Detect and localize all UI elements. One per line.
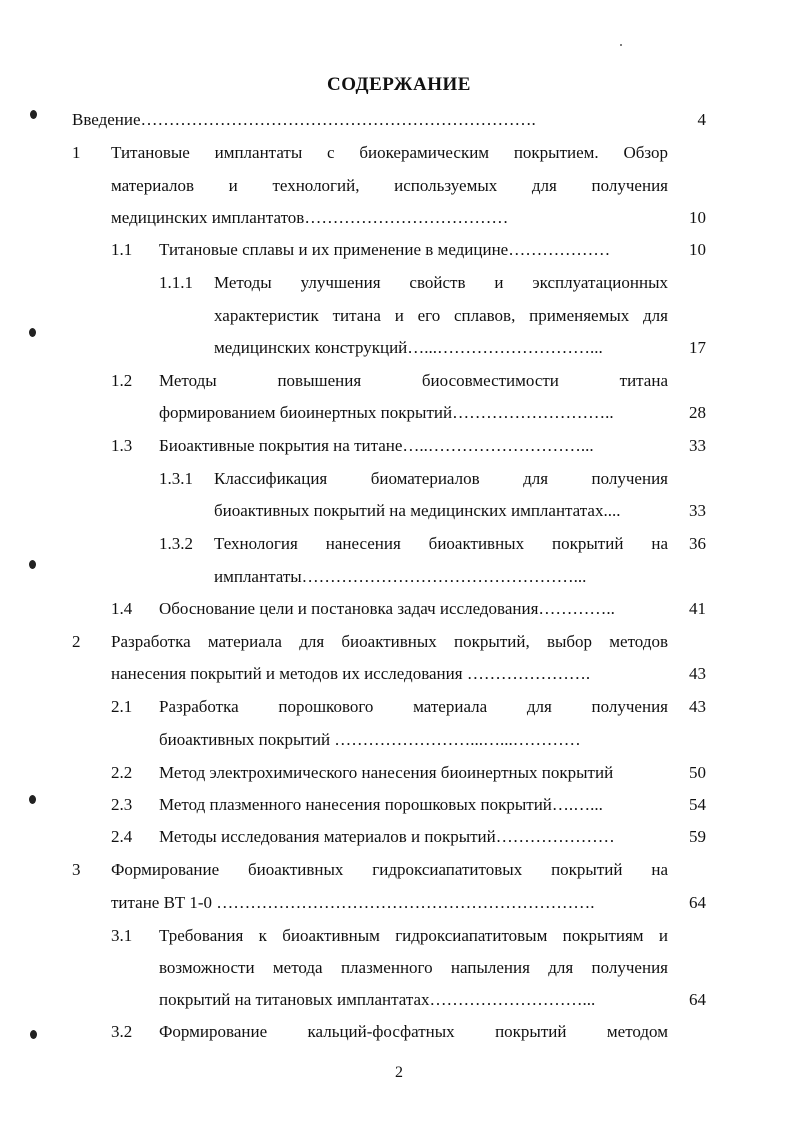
toc-number: 1.1.1 bbox=[159, 273, 193, 292]
toc-page: 17 bbox=[689, 338, 706, 357]
toc-entry-line: Методы улучшения свойств и эксплуатационных bbox=[214, 273, 668, 292]
toc-page: 33 bbox=[689, 436, 706, 455]
toc-entry-line: Формирование биоактивных гидроксиапатитовых покрытий на bbox=[111, 860, 668, 879]
toc-number: 3 bbox=[72, 860, 81, 879]
scan-mark bbox=[29, 795, 36, 804]
toc-number: 2.4 bbox=[111, 827, 133, 846]
toc-entry-line: биоактивных покрытий на медицинских имплантатах.... bbox=[214, 501, 621, 520]
toc-entry-line: покрытий на титановых имплантатах………………………... bbox=[159, 990, 596, 1009]
toc-entry-line: Метод плазменного нанесения порошковых покрытий….…... bbox=[159, 795, 603, 814]
page-title: СОДЕРЖАНИЕ bbox=[327, 74, 471, 95]
toc-page: 43 bbox=[689, 664, 706, 683]
toc-number: 2.1 bbox=[111, 697, 133, 716]
scan-mark bbox=[30, 110, 37, 119]
toc-entry-line: медицинских конструкций…...………………………... bbox=[214, 338, 603, 357]
toc-page-intro: 4 bbox=[697, 110, 706, 129]
toc-page: 33 bbox=[689, 501, 706, 520]
toc-page: 36 bbox=[689, 534, 706, 553]
toc-entry-line: Обоснование цели и постановка задач исследования………….. bbox=[159, 599, 615, 618]
toc-number: 3.2 bbox=[111, 1022, 133, 1041]
toc-entry-line: Титановые сплавы и их применение в медицине……………… bbox=[159, 240, 611, 259]
toc-page: 10 bbox=[689, 208, 706, 227]
toc-entry-line: характеристик титана и его сплавов, применяемых для bbox=[214, 306, 668, 325]
scan-mark bbox=[30, 1030, 37, 1039]
toc-entry-line: медицинских имплантатов……………………………… bbox=[111, 208, 509, 227]
page-number: 2 bbox=[395, 1064, 403, 1081]
toc-entry-line: Методы повышения биосовместимости титана bbox=[159, 371, 668, 390]
toc-entry-line: Методы исследования материалов и покрытий………………… bbox=[159, 827, 615, 846]
toc-number: 1.3 bbox=[111, 436, 133, 455]
toc-number: 3.1 bbox=[111, 926, 133, 945]
toc-entry-line: возможности метода плазменного напыления для получения bbox=[159, 958, 668, 977]
toc-entry-line: имплантаты…………………………………………... bbox=[214, 567, 587, 586]
toc-number: 2 bbox=[72, 632, 81, 651]
toc-entry-line: Разработка порошкового материала для получения bbox=[159, 697, 668, 716]
toc-number: 1.3.2 bbox=[159, 534, 193, 553]
toc-number: 1.2 bbox=[111, 371, 133, 390]
toc-entry-line: Технология нанесения биоактивных покрытий на bbox=[214, 534, 668, 553]
toc-page: 59 bbox=[689, 827, 706, 846]
toc-entry-line: нанесения покрытий и методов их исследования …………………. bbox=[111, 664, 591, 683]
toc-page: 28 bbox=[689, 403, 706, 422]
toc-entry-line: Требования к биоактивным гидроксиапатитовым покрытиям и bbox=[159, 926, 668, 945]
toc-entry-line: биоактивных покрытий ……………………...…...………… bbox=[159, 730, 581, 749]
toc-entry-intro: Введение……………………………………………………………. bbox=[72, 110, 536, 129]
toc-entry-line: Титановые имплантаты с биокерамическим покрытием. Обзор bbox=[111, 143, 668, 162]
toc-page: 43 bbox=[689, 697, 706, 716]
toc-number: 2.3 bbox=[111, 795, 133, 814]
toc-entry-line: Классификация биоматериалов для получения bbox=[214, 469, 668, 488]
toc-entry-line: Метод электрохимического нанесения биоинертных покрытий bbox=[159, 763, 614, 782]
toc-page: 50 bbox=[689, 763, 706, 782]
toc-entry-line: формированием биоинертных покрытий……………………….. bbox=[159, 403, 614, 422]
toc-page: 64 bbox=[689, 990, 706, 1009]
scan-speck bbox=[620, 44, 622, 46]
scan-mark bbox=[29, 328, 36, 337]
toc-entry-line: титане ВТ 1-0 …………………………………………………………. bbox=[111, 893, 595, 912]
toc-number: 2.2 bbox=[111, 763, 133, 782]
toc-number: 1 bbox=[72, 143, 81, 162]
toc-number: 1.1 bbox=[111, 240, 133, 259]
toc-entry-line: материалов и технологий, используемых для получения bbox=[111, 176, 668, 195]
toc-page: 64 bbox=[689, 893, 706, 912]
toc-entry-line: Формирование кальций-фосфатных покрытий методом bbox=[159, 1022, 668, 1041]
toc-page: 10 bbox=[689, 240, 706, 259]
toc-page: 41 bbox=[689, 599, 706, 618]
toc-entry-line: Разработка материала для биоактивных покрытий, выбор методов bbox=[111, 632, 668, 651]
scan-mark bbox=[29, 560, 36, 569]
toc-page: 54 bbox=[689, 795, 706, 814]
toc-entry-line: Биоактивные покрытия на титане…..………………………... bbox=[159, 436, 594, 455]
toc-number: 1.4 bbox=[111, 599, 133, 618]
toc-number: 1.3.1 bbox=[159, 469, 193, 488]
